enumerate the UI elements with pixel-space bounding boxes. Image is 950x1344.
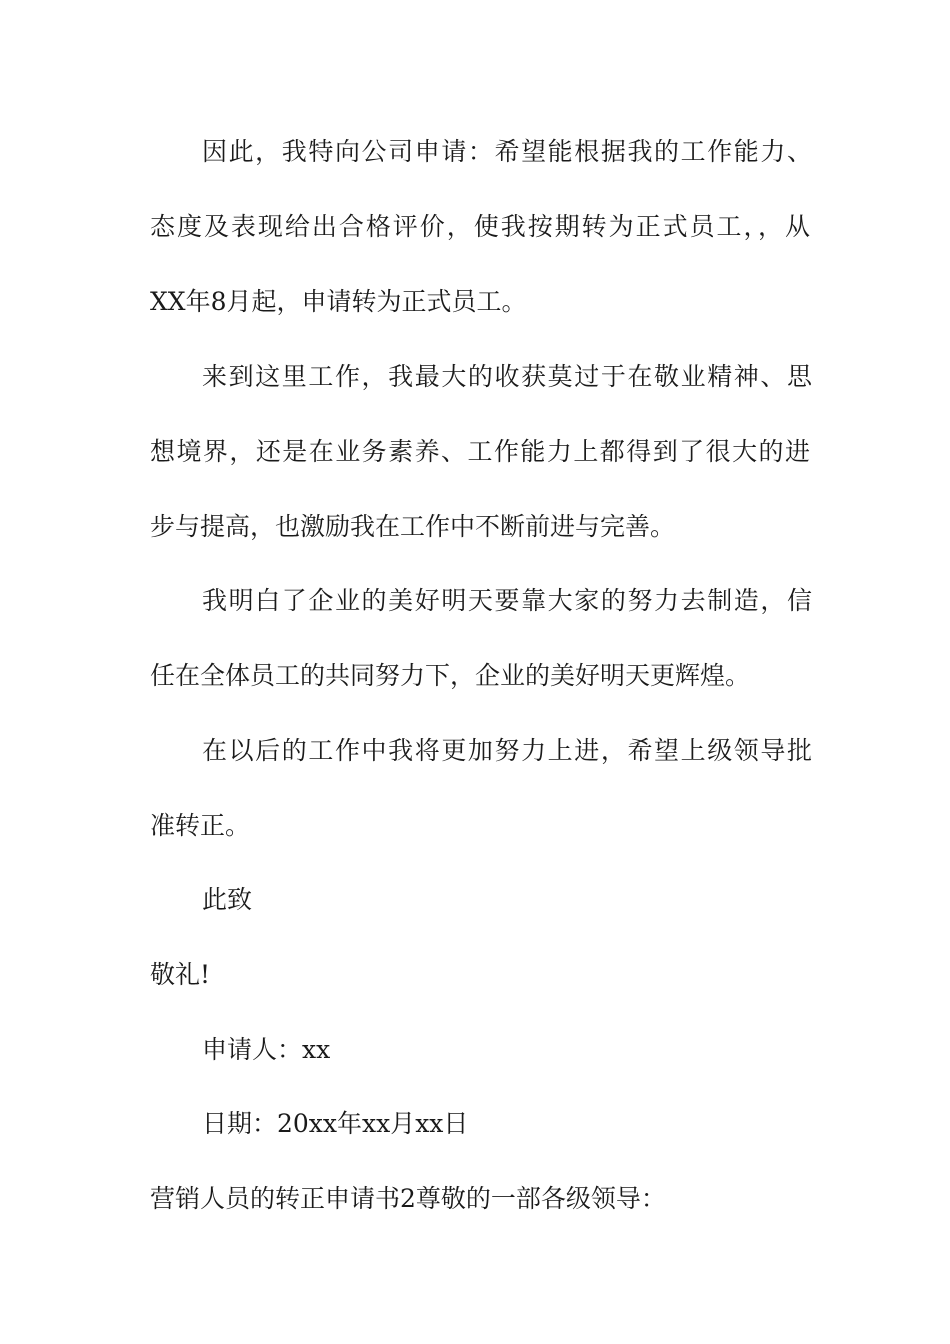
applicant-name: 申请人：xx <box>202 1035 331 1064</box>
closing-salutation: 此致 <box>202 885 253 914</box>
paragraph-3-line-2: 任在全体员工的共同努力下，企业的美好明天更辉煌。 <box>150 661 751 690</box>
paragraph-1-line-2: 态度及表现给出合格评价，使我按期转为正式员工，，从 <box>150 212 810 241</box>
paragraph-1-line-1: 因此，我特向公司申请：希望能根据我的工作能力、 <box>202 137 812 166</box>
paragraph-1-line-3: XX年8月起，申请转为正式员工。 <box>150 287 527 316</box>
closing-respect: 敬礼! <box>150 960 211 989</box>
paragraph-2-line-1: 来到这里工作，我最大的收获莫过于在敬业精神、思 <box>202 362 812 391</box>
paragraph-2-line-2: 想境界，还是在业务素养、工作能力上都得到了很大的进 <box>150 437 810 466</box>
paragraph-4-line-1: 在以后的工作中我将更加努力上进，希望上级领导批 <box>202 736 812 765</box>
paragraph-4-line-2: 准转正。 <box>150 811 251 840</box>
paragraph-3-line-1: 我明白了企业的美好明天要靠大家的努力去制造，信 <box>202 586 812 615</box>
paragraph-2-line-3: 步与提高，也激励我在工作中不断前进与完善。 <box>150 512 676 541</box>
next-section-heading: 营销人员的转正申请书2尊敬的一部各级领导： <box>150 1184 666 1213</box>
application-date: 日期：20xx年xx月xx日 <box>202 1109 469 1138</box>
